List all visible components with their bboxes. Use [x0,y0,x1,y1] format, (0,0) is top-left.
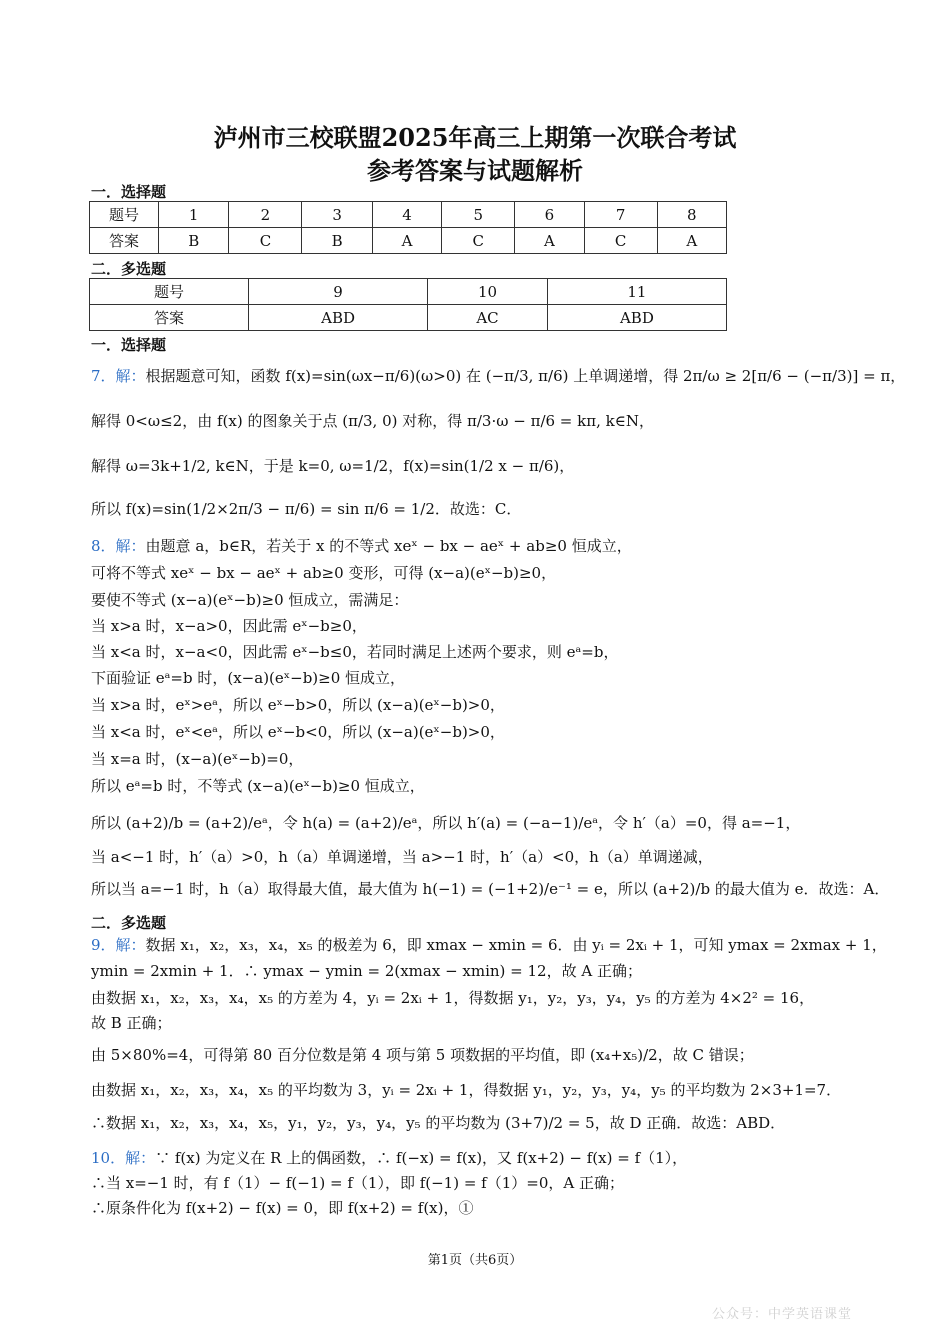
solution-line: 9．解：数据 x₁，x₂，x₃，x₄，x₅ 的极差为 6，即 xmax − xmin = 6．由 yᵢ = 2xᵢ + 1，可知 ymax = 2xmax + 1， [91,936,887,954]
table-cell: 6 [515,202,584,228]
table-cell: C [229,228,302,254]
table-row-label: 答案 [90,228,159,254]
table-cell: ABD [547,305,726,331]
table-cell: B [159,228,229,254]
solution-line: 当 x>a 时，x−a>0，因此需 eˣ−b≥0， [91,617,367,635]
solution-line: ∴原条件化为 f(x+2) − f(x) = 0，即 f(x+2) = f(x)，① [91,1199,474,1217]
table-cell: A [372,228,441,254]
page-footer: 第1页（共6页） [427,1253,523,1268]
solution-line: 当 x<a 时，x−a<0，因此需 eˣ−b≤0，若同时满足上述两个要求，则 eᵃ=b， [91,643,619,661]
table-cell: 7 [584,202,657,228]
solution-line: 所以 eᵃ=b 时，不等式 (x−a)(eˣ−b)≥0 恒成立， [91,777,425,795]
table-cell: 5 [442,202,515,228]
solution-line: 故 B 正确； [91,1014,172,1032]
table-cell: 11 [547,279,726,305]
table-row [90,305,727,331]
table-row-label: 答案 [90,305,249,331]
solution-line: ∴当 x=−1 时，有 f（1）− f(−1) = f（1），即 f(−1) = f（1）=0，A 正确； [91,1174,624,1192]
solution-line: 由数据 x₁，x₂，x₃，x₄，x₅ 的平均数为 3，yᵢ = 2xᵢ + 1，得数据 y₁，y₂，y₃，y₄，y₅ 的平均数为 2×3+1=7． [91,1081,842,1099]
solution-line: 下面验证 eᵃ=b 时，(x−a)(eˣ−b)≥0 恒成立， [91,669,406,687]
solution-line: 当 x=a 时，(x−a)(eˣ−b)=0， [91,750,304,768]
table-cell: ABD [249,305,428,331]
table-cell: 10 [428,279,548,305]
table-cell: B [302,228,372,254]
table-cell: 4 [372,202,441,228]
table-row [90,228,727,254]
section-heading: 二．多选题 [91,260,167,278]
table-cell: C [584,228,657,254]
solution-line: 所以 (a+2)/b = (a+2)/eᵃ，令 h(a) = (a+2)/eᵃ，所以 h′(a) = (−a−1)/eᵃ，令 h′（a）=0，得 a=−1， [91,814,801,832]
solution-line: ∴数据 x₁，x₂，x₃，x₄，x₅，y₁，y₂，y₃，y₄，y₅ 的平均数为 (3+7)/2 = 5，故 D 正确．故选：ABD． [91,1114,786,1132]
table-row [90,202,727,228]
solution-line: 由 5×80%=4，可得第 80 百分位数是第 4 项与第 5 项数据的平均值，即 (x₄+x₅)/2，故 C 错误； [91,1046,754,1064]
table-cell: C [442,228,515,254]
section-heading: 一．选择题 [91,183,167,201]
solution-line: 8．解：由题意 a，b∈R，若关于 x 的不等式 xeˣ − bx − aeˣ + ab≥0 恒成立， [91,537,632,555]
solution-line: 解得 0<ω≤2，由 f(x) 的图象关于点 (π/3, 0) 对称，得 π/3·ω − π/6 = kπ, k∈N， [91,412,654,430]
solution-line: 所以当 a=−1 时，h（a）取得最大值，最大值为 h(−1) = (−1+2)/e⁻¹ = e，所以 (a+2)/b 的最大值为 e．故选：A． [91,880,890,898]
solution-line: 当 x<a 时，eˣ<eᵃ，所以 eˣ−b<0，所以 (x−a)(eˣ−b)>0， [91,723,505,741]
solution-line: 解得 ω=3k+1/2, k∈N，于是 k=0, ω=1/2，f(x)=sin(1/2 x − π/6)， [91,457,575,475]
section-heading: 二．多选题 [91,914,167,932]
table-cell: A [657,228,726,254]
table-row-label: 题号 [90,279,249,305]
table-cell: A [515,228,584,254]
solution-label: 8．解： [91,537,146,555]
table-cell: 9 [249,279,428,305]
solution-line: 由数据 x₁，x₂，x₃，x₄，x₅ 的方差为 4，yᵢ = 2xᵢ + 1，得数据 y₁，y₂，y₃，y₄，y₅ 的方差为 4×2² = 16， [91,989,815,1007]
table-cell: 1 [159,202,229,228]
solution-line: 7．解：根据题意可知，函数 f(x)=sin(ωx−π/6)(ω>0) 在 (−π/3, π/6) 上单调递增，得 2π/ω ≥ 2[π/6 − (−π/3)] = π， [91,367,906,385]
solution-line: ymin = 2xmin + 1．∴ ymax − ymin = 2(xmax − xmin) = 12，故 A 正确； [91,962,642,980]
solution-label: 10．解： [91,1149,156,1167]
page-title: 泸州市三校联盟2025年高三上期第一次联合考试 [213,123,737,152]
watermark: 公众号：中学英语课堂 [712,1307,853,1322]
solution-line: 10．解：∵ f(x) 为定义在 R 上的偶函数，∴ f(−x) = f(x)，又 f(x+2) − f(x) = f（1）， [91,1149,688,1167]
table-cell: 8 [657,202,726,228]
solution-line: 当 x>a 时，eˣ>eᵃ，所以 eˣ−b>0，所以 (x−a)(eˣ−b)>0， [91,696,505,714]
solution-line: 所以 f(x)=sin(1/2×2π/3 − π/6) = sin π/6 = 1/2．故选：C． [91,500,522,518]
page-subtitle: 参考答案与试题解析 [367,156,583,185]
table-cell: 2 [229,202,302,228]
solution-line: 可将不等式 xeˣ − bx − aeˣ + ab≥0 变形，可得 (x−a)(eˣ−b)≥0， [91,564,557,582]
table-cell: 3 [302,202,372,228]
table-row-label: 题号 [90,202,159,228]
solution-label: 7．解： [91,367,146,385]
solution-line: 要使不等式 (x−a)(eˣ−b)≥0 恒成立，需满足： [91,591,409,609]
table-row [90,279,727,305]
solution-label: 9．解： [91,936,146,954]
solution-line: 当 a<−1 时，h′（a）>0，h（a）单调递增，当 a>−1 时，h′（a）<0，h（a）单调递减， [91,848,713,866]
answer-table-single-choice [89,201,727,254]
section-heading: 一．选择题 [91,336,167,354]
answer-table-multi-choice [89,278,727,331]
table-cell: AC [428,305,548,331]
